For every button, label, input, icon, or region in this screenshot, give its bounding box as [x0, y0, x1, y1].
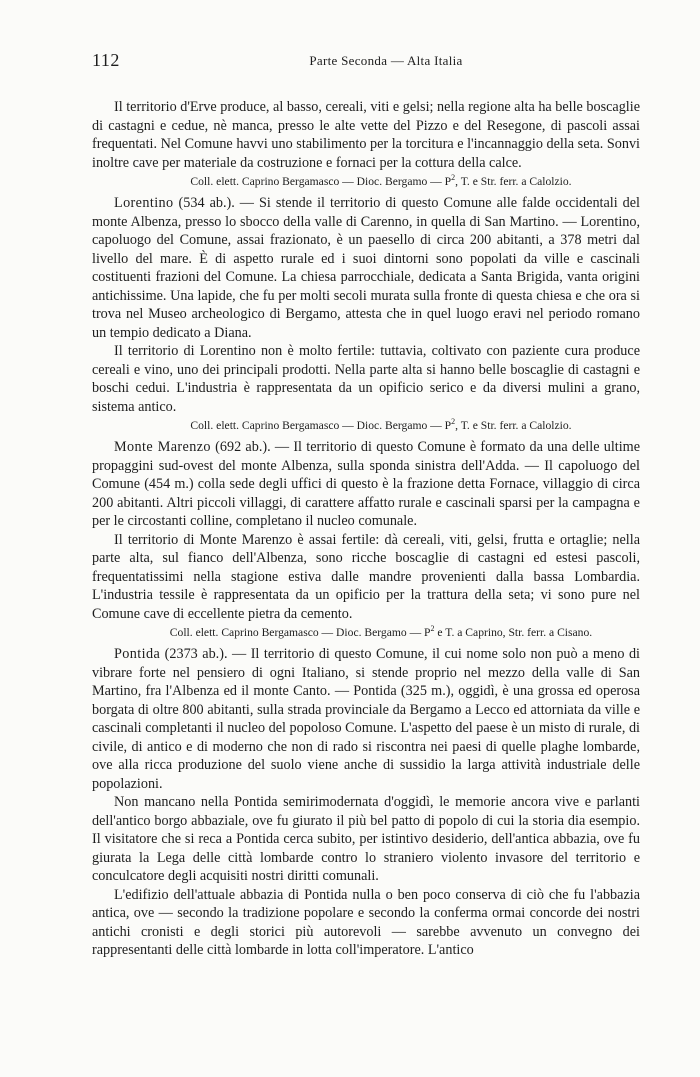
paragraph-pontida	[92, 645, 640, 793]
entry-heading-pontida: Pontida	[114, 646, 161, 662]
page-body	[92, 98, 640, 960]
electoral-note-lorentino	[92, 417, 640, 435]
entry-heading-lorentino: Lorentino	[114, 195, 174, 211]
paragraph-monte-marenzo-territory: Il territorio di Monte Marenzo è assai fertile: dà cereali, viti, gelsi, frutta e ortaglie; nella parte alta, sul fianco dell'Albenza, sono ricche boscaglie di castagni ed estesi pascoli, frequentatissimi nella stagione estiva dalle mandre provenienti dalla bassa Lombardia. L'industria tessile è rappresentata da un opificio per la trattura della seta; vi sono pure nel Comune cave di eccellente pietra da cemento.	[92, 531, 640, 622]
paragraph-monte-marenzo	[92, 438, 640, 531]
paragraph-lorentino-territory: Il territorio di Lorentino non è molto fertile: tuttavia, coltivato con paziente cura produce cereali e vino, uno dei principali prodotti. Nella parte alta si hanno belle boscaglie di castagni e boschi cedui. L'industria è rappresentata da un opificio serico e da diversi mulini a grano, sistema antico.	[92, 343, 640, 415]
entry-text: (692 ab.). — Il territorio di questo Comune è formato da una delle ultime propaggini sud-ovest del monte Albenza, sulla sponda sinistra dell'Adda. — Il capoluogo del Comune (454 m.) colla sede degli uffici di questo è la frazione detta Fornace, villaggio di circa 200 abitanti. Altri piccoli villaggi, di carattere affatto rurale e cascinali sparsi per la campagna e per le circostanti colline, completano il nucleo comunale.	[92, 439, 640, 529]
note-superscript: 2	[451, 173, 456, 183]
entry-heading-monte-marenzo: Monte Marenzo	[114, 439, 211, 455]
electoral-note-erve	[92, 173, 640, 191]
page-header	[92, 50, 640, 72]
note-text: Coll. elett. Caprino Bergamasco — Dioc. Bergamo — P	[190, 419, 452, 432]
page-number: 112	[92, 50, 120, 70]
note-superscript: 2	[430, 624, 435, 634]
paragraph-lorentino	[92, 194, 640, 342]
note-text: Coll. elett. Caprino Bergamasco — Dioc. Bergamo — P	[190, 175, 452, 188]
entry-text: (2373 ab.). — Il territorio di questo Comune, il cui nome solo non può a meno di vibrare forte nel pensiero di ogni Italiano, si stende proprio nel mezzo della valle di San Martino, fra l'Albenza ed il monte Canto. — Pontida (325 m.), oggidì, è una grossa ed operosa borgata di oltre 800 abitanti, sulla strada provinciale da Bergamo a Lecco ed attorniata da ville e cascinali completanti il nucleo del popoloso Comune. L'aspetto del paese è un misto di rurale, di civile, di antico e di moderno che non di rado si riscontra nei paesi di quelle plaghe lombarde, ove alla ricca produzione del suolo viene anche di sussidio la larga attività industriale delle popolazioni.	[92, 646, 640, 792]
note-superscript: 2	[451, 417, 456, 427]
note-text-end: , T. e Str. ferr. a Calolzio.	[455, 175, 572, 188]
paragraph-pontida-memories: Non mancano nella Pontida semirimodernata d'oggidì, le memorie ancora vive e parlanti dell'antico borgo abbaziale, ove fu giurato il più bel patto di popolo di cui la storia dia esempio. Il visitatore che si reca a Pontida cerca subito, per istintivo desiderio, dell'antica abbazia, ove fu giurata la Lega delle città lombarde contro lo straniero violento invasore del territorio e conculcatore degli acquisiti nostri diritti comunali.	[92, 794, 640, 884]
entry-text: (534 ab.). — Si stende il territorio di questo Comune alle falde occidentali del monte Albenza, presso lo sbocco della valle di Carenno, in quella di San Martino. — Lorentino, capoluogo del Comune, assai frazionato, è un paesello di circa 200 abitanti, a 378 metri dal livello del mare. È di aspetto rurale ed i suoi dintorni sono popolati da ville e cascinali costituenti frazioni del Comune. La chiesa parrocchiale, dedicata a Santa Brigida, vanta origini antichissime. Una lapide, che fu per molti secoli murata sulla fronte di questa chiesa e che ora si trova nel Museo archeologico di Bergamo, attesta che in quel luogo eravi nel periodo romano un tempio dedicato a Diana.	[92, 195, 640, 341]
electoral-note-monte-marenzo	[92, 624, 640, 642]
note-text-end: , T. e Str. ferr. a Calolzio.	[455, 419, 572, 432]
paragraph-pontida-abbey: L'edifizio dell'attuale abbazia di Pontida nulla o ben poco conserva di ciò che fu l'abbazia antica, ove — secondo la tradizione popolare e secondo la conferma ormai concorde dei nostri antichi cronisti e degli storici più autorevoli — sarebbe avvenuto un convegno dei rappresentanti delle città lombarde in lotta coll'imperatore. L'antico	[92, 886, 640, 958]
running-head: Parte Seconda — Alta Italia	[309, 53, 463, 68]
note-text-end: e T. a Caprino, Str. ferr. a Cisano.	[434, 626, 593, 639]
paragraph-erve: Il territorio d'Erve produce, al basso, cereali, viti e gelsi; nella regione alta ha belle boscaglie di castagni e cedue, nè manca, presso le alte vette del Pizzo e del Resegone, di pascoli assai frequentati. Nel Comune havvi uno stabilimento per la torcitura e l'incannaggio della seta. Sonvi inoltre cave per materiale da costruzione e fornaci per la cottura della calce.	[92, 99, 640, 171]
note-text: Coll. elett. Caprino Bergamasco — Dioc. Bergamo — P	[169, 626, 431, 639]
